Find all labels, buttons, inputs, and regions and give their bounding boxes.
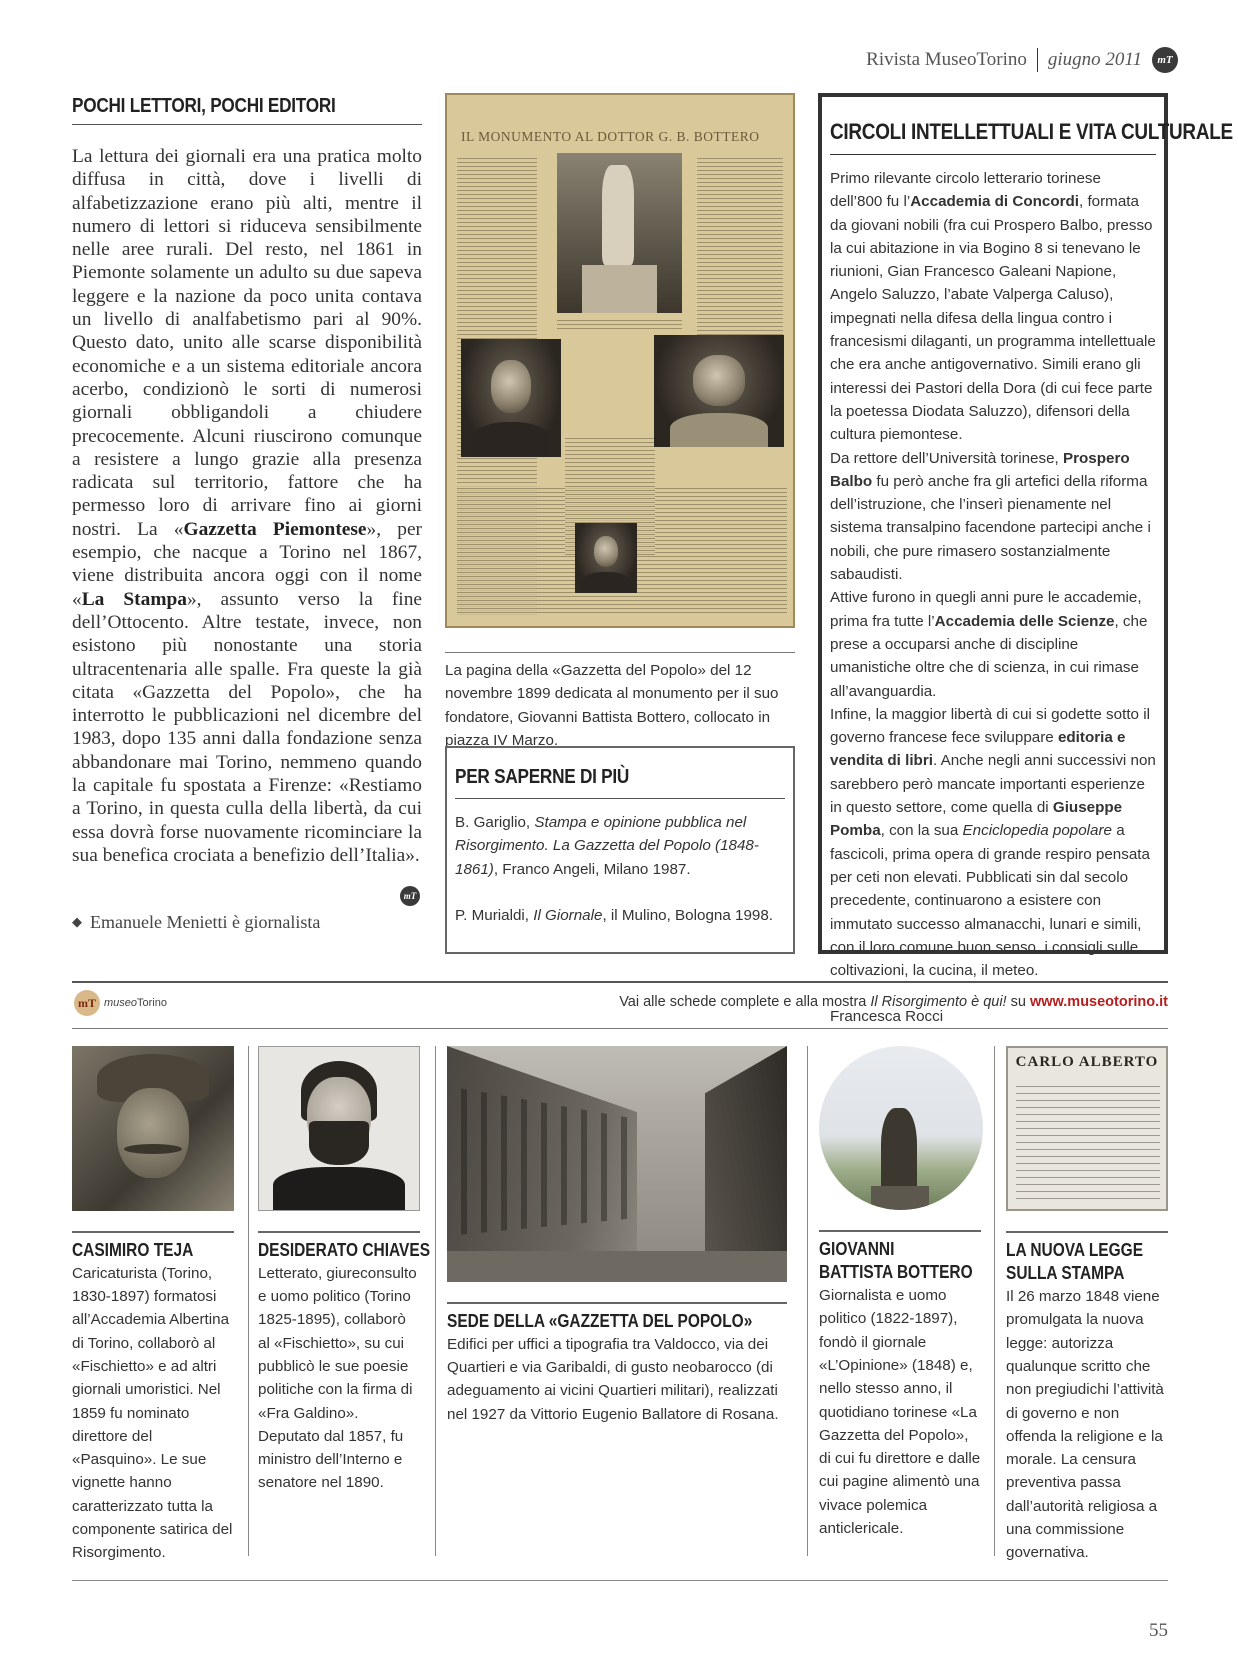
photo-caption-line xyxy=(557,317,682,329)
newspaper-page-image xyxy=(445,93,795,628)
further-reading-box xyxy=(445,746,795,954)
website-promo: Vai alle schede complete e alla mostra Il Risorgimento è qui! su www.museotorino.it xyxy=(619,994,1168,1010)
card-title-line-1: LA NUOVA LEGGE xyxy=(1006,1239,1144,1260)
portrait-photo-1 xyxy=(461,339,561,457)
card-title: DESIDERATO CHIAVES xyxy=(258,1239,431,1260)
statue-photo xyxy=(819,1046,983,1210)
card-divider xyxy=(248,1046,249,1556)
body-text-3: », assunto verso la fine dell’Ottocento. Altre testate, invece, non esistono più nonostante una storia ultracentenaria alle spalle. Fra queste la già citata «Gazzetta del Popolo», che ha interrotto le pubblicazioni nel dicembre del 1983, dopo 135 anni dalla fondazione senza abbandonare mai Torino, nemmeno quando la capitale fu spostata a Firenze: «Restiamo a Torino, in questa culla della libertà, da cui essa dovrà forse nuovamente ricominciare la sua benefica crociata a benefizio dell’Italia». xyxy=(72,588,422,866)
reference-1: B. Gariglio, Stampa e opinione pubblica nel Risorgimento. La Gazzetta del Popolo (1848-1861), Franco Angeli, Milano 1987. xyxy=(455,814,759,878)
website-link[interactable]: www.museotorino.it xyxy=(1029,994,1168,1010)
card-desiderato-chiaves xyxy=(258,1046,431,1495)
bar-top-rule xyxy=(72,981,1168,983)
author-line xyxy=(72,912,320,933)
decree-document-image xyxy=(1006,1046,1168,1211)
card-sede-gazzetta xyxy=(447,1046,787,1426)
header-divider xyxy=(1037,48,1038,72)
magazine-name: Rivista MuseoTorino xyxy=(866,49,1027,70)
image-caption: La pagina della «Gazzetta del Popolo» del 12 novembre 1899 dedicata al monumento per il suo fondatore, Giovanni Battista Bottero, collocato in piazza IV Marzo. xyxy=(445,662,779,749)
page-header xyxy=(866,44,1178,76)
card-text: Giornalista e uomo politico (1822-1897), fondò il giornale «L’Opinione» (1848) e, nello stesso anno, il quotidiano torinese «La Gazzetta del Popolo», di cui fu direttore e dalle cui pagine alimentò una vivace polemica anticlericale. xyxy=(819,1287,981,1538)
card-casimiro-teja xyxy=(72,1046,234,1565)
card-text: Letterato, giureconsulto e uomo politico (Torino 1825-1895), collaborò al «Fischietto», su cui pubblicò le sue poesie politiche con la firma di «Fra Galdino». Deputato dal 1857, fu ministro dell’Interno e senatore nel 1890. xyxy=(258,1264,417,1492)
caption-rule xyxy=(445,652,795,653)
card-title-line-2: SULLA STAMPA xyxy=(1006,1262,1125,1283)
card-divider xyxy=(994,1046,995,1556)
diamond-bullet-icon: ◆ xyxy=(72,914,82,929)
article-body xyxy=(72,145,422,867)
museotorino-logo[interactable] xyxy=(74,990,167,1016)
circoli-para-1: Primo rilevante circolo letterario torinese dell’800 fu l’Accademia di Concordi, formata da giovani nobili (fra cui Prospero Balbo, presso la cui abitazione in via Bogino 8 si tenevano le riunioni, Gian Francesco Galeani Napione, Angelo Saluzzo, l’abate Valperga Caluso), impegnati nella difesa della lingua contro i francesismi dilaganti, un programma intellettuale che era anche antigovernativo. Simili erano gli interessi dei Pastori della Dora (di cui fece parte la poetessa Diodata Saluzzo), difensori della cultura piemontese. xyxy=(830,170,1156,444)
museotorino-logo-icon: mT xyxy=(1152,47,1178,73)
body-text-1: La lettura dei giornali era una pratica molto diffusa in città, dove i livelli di alfabetizzazione erano più alti, mentre il numero di lettori si riduceva sensibilmente nelle aree rurali. Del resto, nel 1861 in Piemonte solamente un adulto su due sapeva leggere e la nazione da poco unita contava un livello di analfabetismo pari al 90%. Questo dato, unito alle scarse disponibilità economiche e a un sistema editoriale ancora acerbo, condizionò le sorti di numerosi giornali obbligandoli a chiudere precocemente. Alcuni riuscirono comunque a resistere a lungo grazie alla presenza radicata sul territorio, fattore che ha permesso loro di arrivare fino ai giorni nostri. La « xyxy=(72,146,422,540)
card-nuova-legge xyxy=(1006,1046,1168,1565)
card-text: Edifici per uffici a tipografia tra Valdocco, via dei Quartieri e via Garibaldi, di gusto neobarocco (di adeguamento ai vicini Quartieri militari), realizzati nel 1927 da Vittorio Eugenio Ballatore di Rosana. xyxy=(447,1335,779,1423)
newspaper-headline: IL MONUMENTO AL DOTTOR G. B. BOTTERO xyxy=(461,129,760,144)
logo-text-museo: museo xyxy=(104,997,138,1009)
bust-photo xyxy=(654,335,784,447)
portrait-image xyxy=(258,1046,420,1211)
card-title-line-2: BATTISTA BOTTERO xyxy=(819,1261,973,1282)
card-title: SEDE DELLA «GAZZETTA DEL POPOLO» xyxy=(447,1310,753,1331)
card-divider xyxy=(807,1046,808,1556)
article-column xyxy=(72,95,422,867)
page-number: 55 xyxy=(1149,1620,1168,1641)
monument-photo xyxy=(557,153,682,313)
decree-heading: CARLO ALBERTO xyxy=(1015,1054,1159,1070)
bottom-rule xyxy=(72,1580,1168,1581)
circoli-para-2: Da rettore dell’Università torinese, Prospero Balbo fu però anche fra gli artefici della riforma dell’istruzione, che l’inserì pienamente nel sistema transalpino facendone partecipi anche i nobili, che pure rimasero sostanzialmente sabaudisti. xyxy=(830,449,1151,584)
portrait-photo-2 xyxy=(575,523,637,593)
circoli-para-3: Attive furono in quegli anni pure le accademie, prima fra tutte l’Accademia delle Scienze, che prese a occuparsi anche di discipline umanistiche oltre che di scienza, in cui rimase all’avanguardia. xyxy=(830,589,1148,700)
body-bold-la-stampa: La Stampa xyxy=(81,588,187,610)
author-text: Emanuele Menietti è giornalista xyxy=(90,912,321,932)
card-text: Il 26 marzo 1848 viene promulgata la nuova legge: autorizza qualunque scritto che non pregiudichi l’attività di governo e non offenda la religione e la morale. La censura preventiva passa dall’autorità religiosa a una commissione governativa. xyxy=(1006,1288,1164,1562)
issue-date: giugno 2011 xyxy=(1047,49,1142,70)
circoli-author: Francesca Rocci xyxy=(830,1008,944,1026)
further-reading-title: PER SAPERNE DI PIÙ xyxy=(455,766,630,788)
circoli-body xyxy=(830,167,1156,1029)
bust-relief-image xyxy=(72,1046,234,1211)
circoli-para-4: Infine, la maggior libertà di cui si godette sotto il governo francese fece sviluppare editoria e vendita di libri. Anche negli anni successivi non sarebbero però mancate importanti esperienze in questo settore, come quella di Giuseppe Pomba, con la sua Enciclopedia popolare a fascicoli, prima opera di grande respiro pensata per ceti non elevati. Pubblicati sin dal secolo precedente, continuarono a esistere con immutato successo almanacchi, lunari e simili, con il loro comune buon senso, i consigli sulle coltivazioni, la cucina, il meteo. xyxy=(830,705,1156,980)
body-bold-gazzetta-piemontese: Gazzetta Piemontese xyxy=(183,518,367,540)
box-rule xyxy=(830,154,1156,155)
card-title-line-1: GIOVANNI xyxy=(819,1238,895,1259)
article-title: POCHI LETTORI, POCHI EDITORI xyxy=(72,95,336,117)
street-photo xyxy=(447,1046,787,1282)
title-rule xyxy=(72,124,422,125)
card-text: Caricaturista (Torino, 1830-1897) formatosi all’Accademia Albertina di Torino, collaborò al «Fischietto» e ad altri giornali umoristici. Nel 1859 fu nominato direttore del «Pasquino». Le sue vignette hanno caratterizzato tutta la componente satirica del Risorgimento. xyxy=(72,1264,233,1562)
box-rule xyxy=(455,798,785,799)
body-text-2: », per esempio, che nacque a Torino nel 1867, viene distribuita ancora oggi con il nome « xyxy=(72,518,423,610)
card-title: CASIMIRO TEJA xyxy=(72,1239,194,1260)
logo-text-torino: Torino xyxy=(137,997,167,1009)
card-giovanni-battista-bottero xyxy=(819,1046,981,1540)
end-mark-icon: mT xyxy=(400,886,420,906)
reference-2: P. Murialdi, Il Giornale, il Mulino, Bologna 1998. xyxy=(455,906,774,924)
bar-bottom-rule xyxy=(72,1028,1168,1029)
museotorino-mark-icon: mT xyxy=(74,990,100,1016)
card-divider xyxy=(435,1046,436,1556)
circoli-title: CIRCOLI INTELLETTUALI E VITA CULTURALE xyxy=(830,119,1233,144)
